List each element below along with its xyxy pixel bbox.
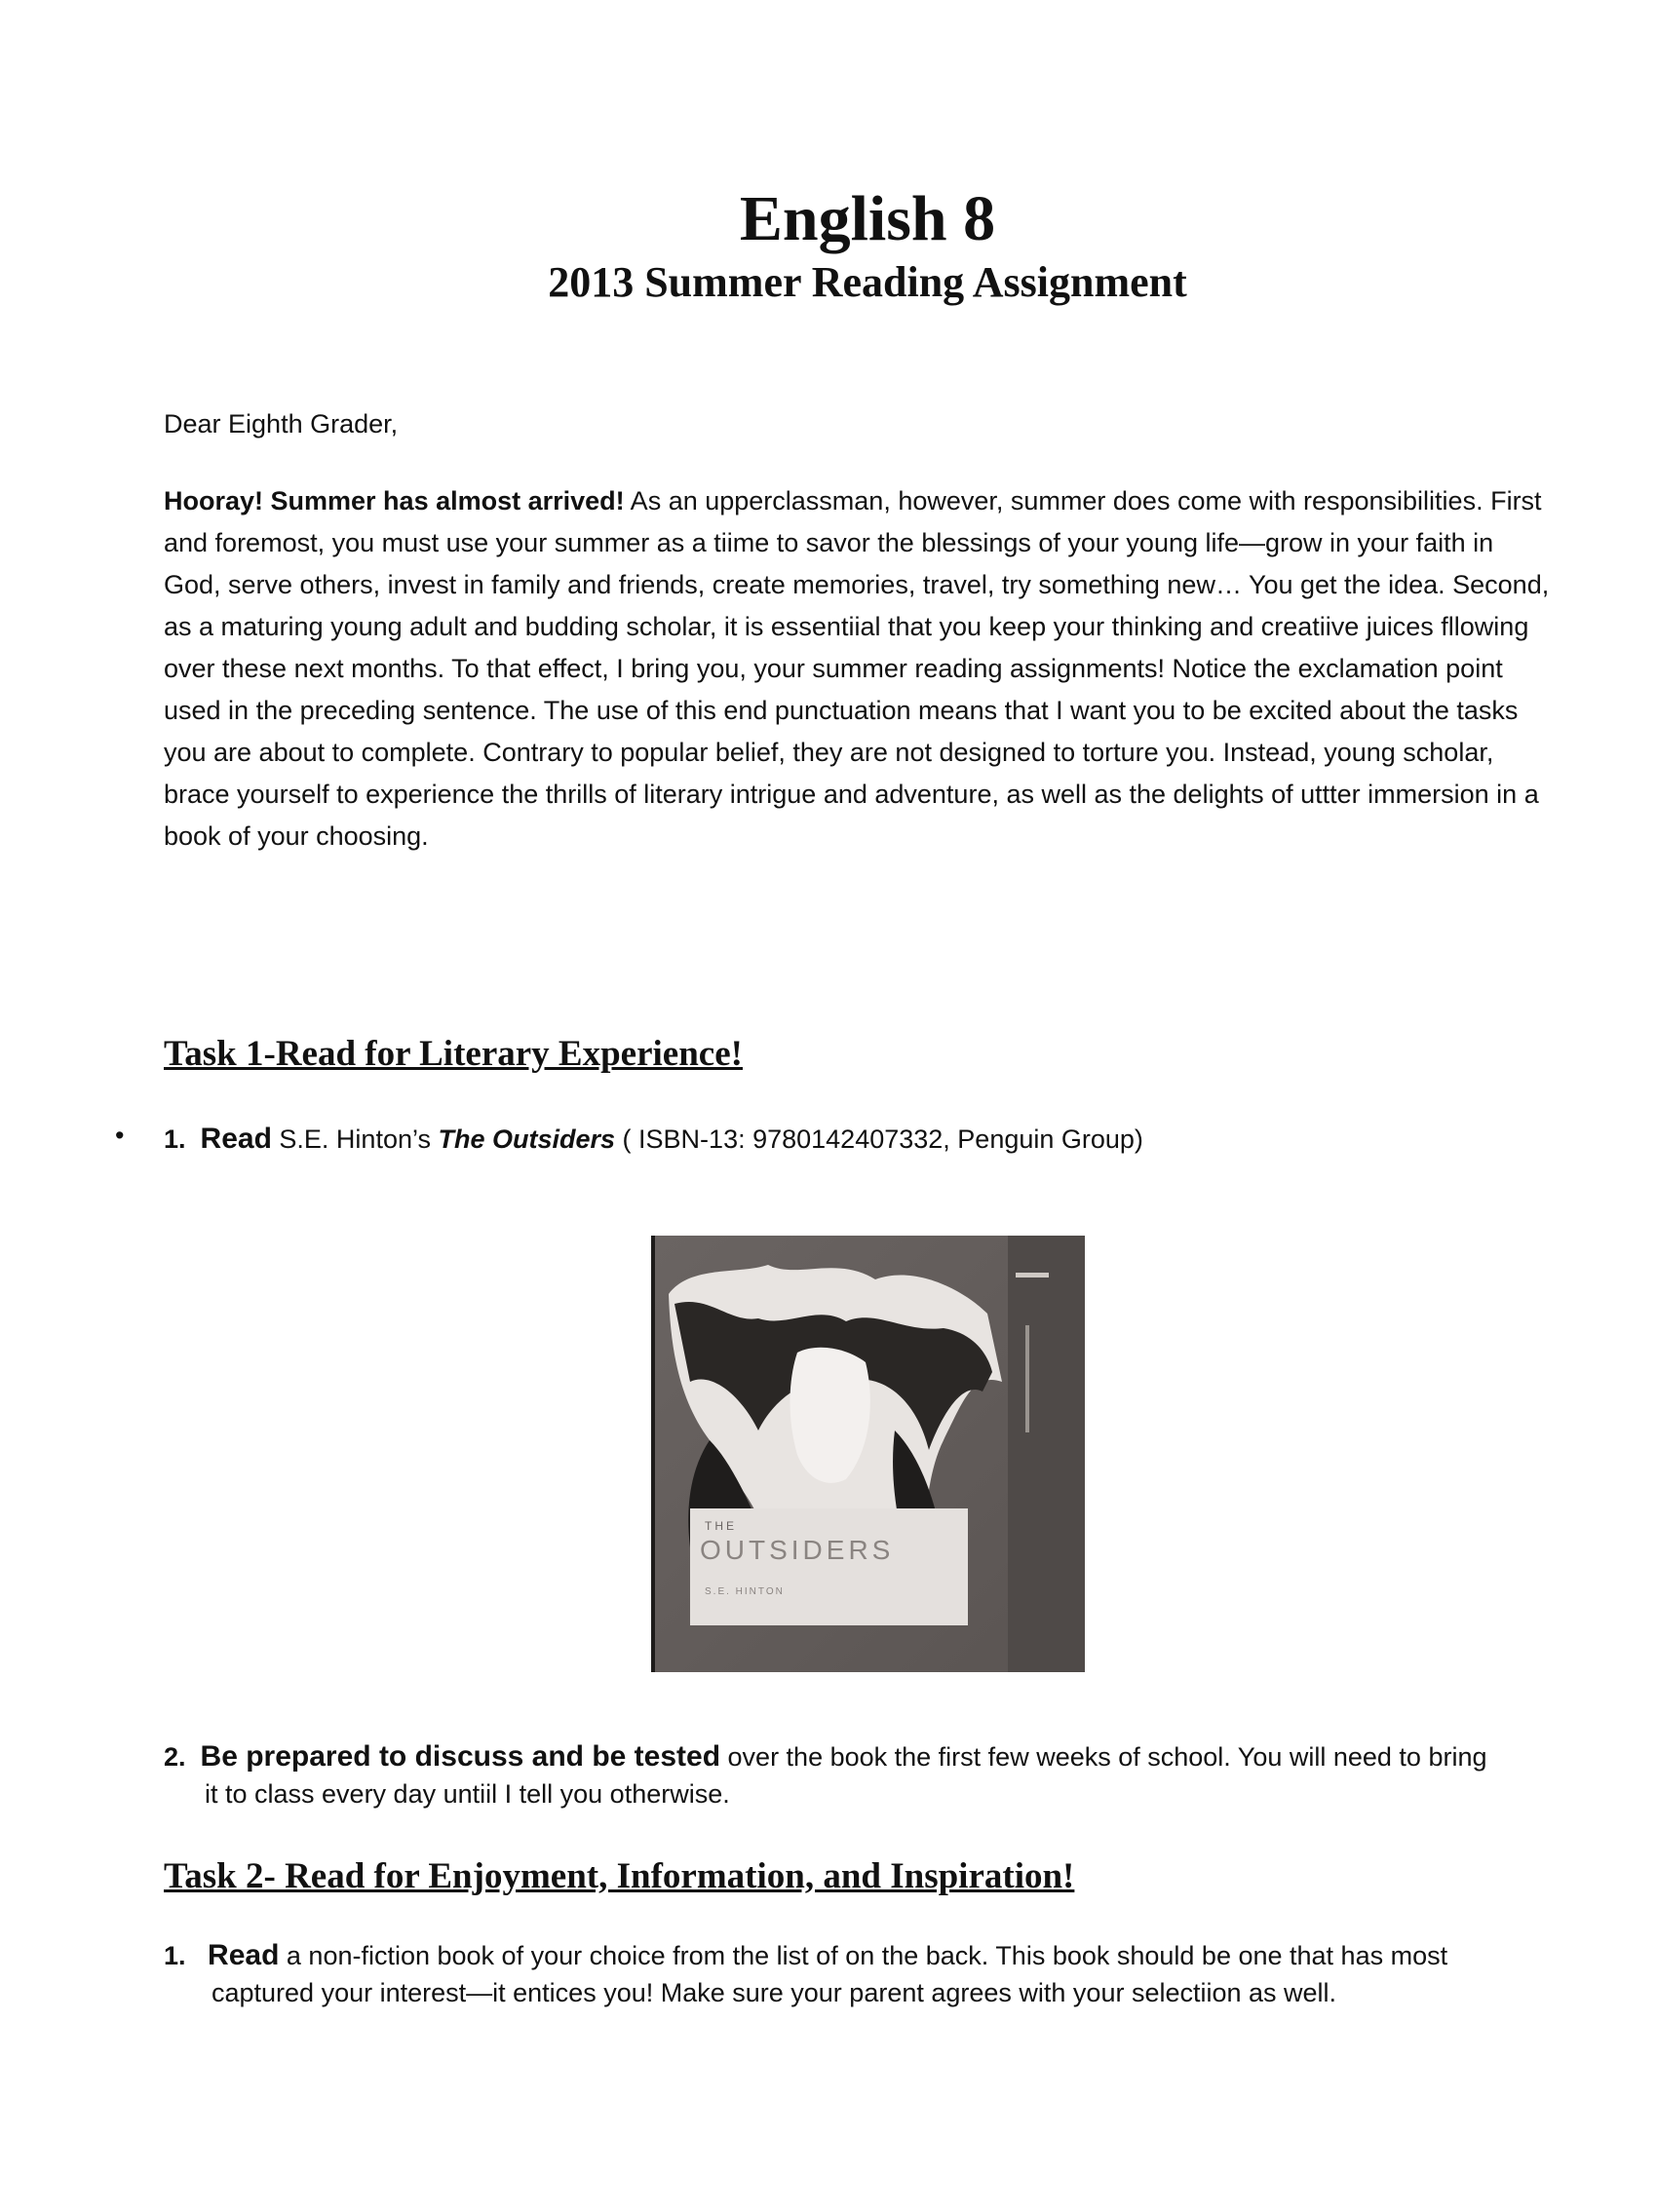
salutation: Dear Eighth Grader, (164, 409, 399, 439)
item-author: S.E. Hinton’s (271, 1125, 439, 1154)
intro-paragraph (164, 480, 1558, 858)
task1-item2 (164, 1738, 1558, 1812)
task2-heading: Task 2- Read for Enjoyment, Information, and Inspiration! (164, 1856, 1075, 1896)
book-title: The Outsiders (438, 1125, 616, 1154)
item-continuation: captured your interest—it entices you! Make sure your parent agrees with your selectiion as well. (212, 1978, 1337, 2007)
item-number: 1. (164, 1941, 186, 1970)
task1-heading: Task 1-Read for Literary Experience! (164, 1034, 743, 1074)
intro-text: As an upperclassman, however, summer does come with responsibilities. First and foremost, you must use your summer as a tiime to savor the blessings of your young life—grow in your faith in God, serve others, invest in family and friends, create memories, travel, try something new… You get the idea. Second, as a maturing young adult and budding scholar, it is essentiial that you keep your thinking and creatiive juices fllowing over these next months. To that effect, I bring you, your summer reading assignments! Notice the exclamation point used in the preceding sentence. The use of this end punctuation means that I want you to be excited about the tasks you are about to complete. Contrary to popular belief, they are not designed to torture you. Instead, young scholar, brace yourself to experience the thrills of literary intrigue and adventure, as well as the delights of uttter immersion in a book of your choosing. (164, 486, 1550, 851)
task2-item1 (164, 1937, 1558, 2011)
cover-author: S.E. HINTON (705, 1586, 785, 1597)
item-action: Read (208, 1939, 280, 1971)
book-details: ( ISBN-13: 9780142407332, Penguin Group) (615, 1125, 1143, 1154)
item-action: Read (200, 1123, 272, 1155)
bullet-marker: • (115, 1121, 125, 1150)
document-title: English 8 (739, 183, 996, 254)
item-lead: Be prepared to discuss and be tested (200, 1740, 721, 1773)
intro-lead: Hooray! Summer has almost arrived! (164, 486, 625, 515)
item-number: 1. (164, 1125, 186, 1154)
item-text: over the book the first few weeks of school. You will need to bring (720, 1742, 1487, 1772)
item-text: a non-fiction book of your choice from the list of on the back. This book should be one that has most (279, 1941, 1448, 1970)
task1-item1 (164, 1121, 1143, 1158)
document-subtitle: 2013 Summer Reading Assignment (548, 258, 1187, 306)
book-cover-image (651, 1236, 1085, 1672)
cover-small-text: THE (705, 1519, 737, 1533)
item-number: 2. (164, 1742, 186, 1772)
cover-title: OUTSIDERS (700, 1535, 895, 1565)
item-continuation: it to class every day untiil I tell you otherwise. (205, 1779, 730, 1809)
